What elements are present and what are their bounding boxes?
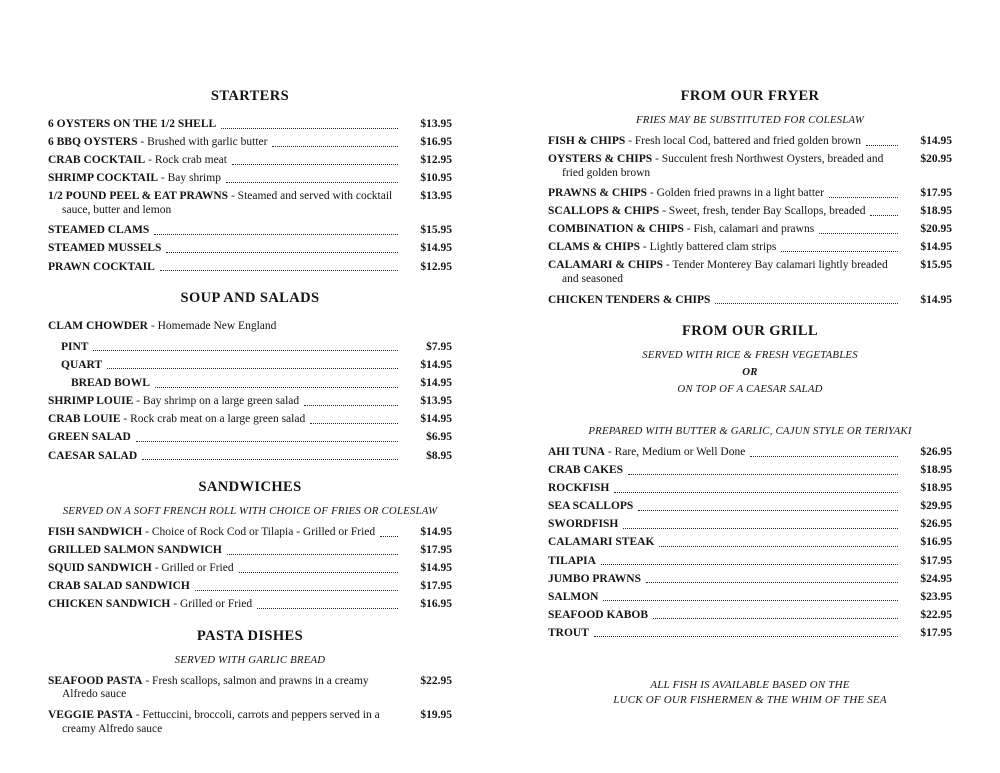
item-price: $23.95 (920, 590, 952, 603)
item-text (548, 241, 776, 255)
item-price: $24.95 (920, 572, 952, 585)
item-description: - Fresh scallops, salmon and prawns in a creamy Alfredo sauce (62, 674, 369, 701)
section-title: PASTA DISHES (196, 627, 304, 644)
item-name: FISH SANDWICH (48, 526, 143, 539)
item-price: $15.95 (920, 259, 952, 272)
item-text (48, 526, 375, 540)
item-price: $20.95 (920, 153, 952, 166)
item-price: $13.95 (420, 395, 452, 408)
item-text (548, 555, 596, 569)
item-price: $14.95 (420, 242, 452, 255)
dot-leader (659, 546, 898, 547)
item-name: 1/2 POUND PEEL & EAT PRAWNS (48, 190, 229, 203)
item-name: PRAWN COCKTAIL (48, 260, 155, 273)
item-name: SEA SCALLOPS (548, 500, 634, 513)
item-description: - Bay shrimp on a large green salad (133, 395, 300, 408)
dot-leader (750, 456, 898, 457)
item-price: $18.95 (920, 464, 952, 477)
item-text (48, 709, 408, 736)
item-price: $29.95 (920, 500, 952, 513)
item-name: SHRIMP LOUIE (48, 395, 134, 408)
item-text (48, 562, 234, 576)
item-name: CALAMARI STEAK (548, 536, 655, 549)
item-text (48, 450, 137, 464)
menu-item (48, 709, 452, 736)
item-price: $19.95 (420, 709, 452, 721)
item-text (61, 341, 88, 355)
section-subtitle: OR (742, 366, 758, 379)
item-price: $15.95 (420, 224, 452, 237)
dot-leader (166, 252, 398, 253)
item-name: QUART (61, 358, 103, 371)
dot-leader (155, 387, 398, 388)
item-price: $18.95 (920, 205, 952, 218)
dot-leader (603, 600, 898, 601)
item-description: - Succulent fresh Northwest Oysters, breaded and fried golden brown (562, 153, 884, 179)
section-title: STARTERS (210, 88, 290, 104)
menu-item (548, 205, 952, 219)
menu-item (71, 377, 452, 391)
menu-item (548, 573, 952, 587)
dot-leader (142, 459, 398, 460)
item-price: $16.95 (420, 136, 452, 149)
item-price: $6.95 (426, 431, 452, 444)
menu-column-left (48, 88, 452, 773)
dot-leader (829, 197, 898, 198)
item-price: $7.95 (426, 340, 452, 353)
menu-item (48, 172, 452, 186)
dot-leader (380, 536, 398, 537)
item-price: $17.95 (420, 544, 452, 557)
item-name: CHICKEN TENDERS & CHIPS (548, 293, 711, 306)
footer-note (548, 678, 952, 708)
section-title: FROM OUR GRILL (681, 323, 819, 340)
item-price: $17.95 (920, 626, 952, 639)
dot-leader (638, 510, 898, 511)
menu-item (48, 526, 452, 540)
item-text (548, 135, 861, 149)
item-description: - Fresh local Cod, battered and fried golden brown (625, 135, 862, 147)
dot-leader (107, 368, 398, 369)
item-text (548, 205, 865, 219)
menu-section-sandwiches (48, 479, 452, 612)
dot-leader (154, 234, 398, 235)
item-text (548, 446, 745, 460)
item-name: SEAFOOD KABOB (548, 608, 649, 621)
menu-item (548, 536, 952, 550)
item-text (548, 464, 623, 478)
item-price: $17.95 (920, 554, 952, 567)
item-price: $14.95 (420, 377, 452, 390)
item-name: SQUID SANDWICH (48, 562, 152, 575)
item-description: - Rock crab meat (145, 154, 227, 167)
item-text (48, 190, 408, 217)
item-text (71, 377, 150, 391)
item-name: SEAFOOD PASTA (48, 674, 143, 687)
item-price: $17.95 (920, 187, 952, 200)
dot-leader (614, 492, 898, 493)
menu-section-soup-and-salads (48, 290, 452, 463)
item-price: $14.95 (420, 358, 452, 371)
section-subtitle: FRIES MAY BE SUBSTITUTED FOR COLESLAW (635, 114, 865, 126)
item-description: - Fish, calamari and prawns (683, 223, 815, 236)
item-name: CLAMS & CHIPS (548, 241, 641, 254)
menu-item (48, 450, 452, 464)
dot-leader (628, 474, 898, 475)
item-text (48, 154, 227, 168)
item-name: STEAMED CLAMS (48, 224, 150, 237)
section-subtitle: SERVED ON A SOFT FRENCH ROLL WITH CHOICE OF FRIES OR COLESLAW (62, 505, 438, 518)
item-text (48, 544, 222, 558)
menu-item (548, 464, 952, 478)
item-name: PRAWNS & CHIPS (548, 187, 648, 200)
item-text (48, 242, 161, 256)
menu-item (548, 518, 952, 532)
menu-section-from-our-fryer (548, 88, 952, 307)
item-description: - Sweet, fresh, tender Bay Scallops, breaded (659, 205, 866, 218)
menu-item (548, 187, 952, 201)
item-description: - Fettuccini, broccoli, carrots and peppers served in a creamy Alfredo sauce (62, 709, 380, 735)
dot-leader (160, 270, 398, 271)
menu-item (548, 627, 952, 641)
menu-item (48, 395, 452, 409)
dot-leader (870, 215, 898, 216)
item-text (548, 500, 633, 514)
item-name: SCALLOPS & CHIPS (548, 205, 660, 218)
menu-section-starters (48, 88, 452, 274)
item-text (548, 609, 648, 623)
item-text (48, 136, 267, 150)
item-price: $18.95 (920, 482, 952, 495)
item-description: - Homemade New England (148, 320, 277, 333)
dot-leader (310, 423, 398, 424)
item-name: CAESAR SALAD (48, 449, 138, 462)
section-subtitle: SERVED WITH RICE & FRESH VEGETABLES (642, 349, 858, 362)
item-text (48, 224, 149, 238)
dot-leader (594, 636, 898, 637)
menu-item (48, 242, 452, 256)
item-name: CRAB COCKTAIL (48, 154, 146, 167)
menu-item (48, 136, 452, 150)
dot-leader (623, 528, 898, 529)
section-subtitle: PREPARED WITH BUTTER & GARLIC, CAJUN STYLE OR TERIYAKI (588, 425, 912, 438)
item-text (548, 518, 618, 532)
item-name: BREAD BOWL (71, 377, 150, 390)
dot-leader (93, 350, 398, 351)
item-description: - Rock crab meat on a large green salad (120, 413, 306, 426)
dot-leader (819, 233, 898, 234)
item-price: $10.95 (420, 172, 452, 185)
item-text (48, 413, 305, 427)
section-subtitle: ON TOP OF A CAESAR SALAD (677, 383, 823, 396)
dot-leader (601, 564, 898, 565)
menu-item (48, 320, 452, 334)
menu-section-pasta-dishes (48, 628, 452, 736)
item-text (548, 294, 710, 308)
dot-leader (221, 128, 398, 129)
item-text (48, 320, 452, 334)
menu-item (48, 261, 452, 275)
item-name: CALAMARI & CHIPS (548, 259, 663, 272)
section-subtitle: SERVED WITH GARLIC BREAD (174, 653, 326, 666)
item-description: - Grilled or Fried (170, 598, 253, 611)
item-text (48, 675, 408, 702)
footer-note-line: ALL FISH IS AVAILABLE BASED ON THE (650, 679, 850, 692)
item-description: - Bay shrimp (158, 172, 221, 185)
item-name: GRILLED SALMON SANDWICH (48, 544, 222, 557)
item-text (48, 261, 155, 275)
item-text (61, 359, 102, 373)
item-name: GREEN SALAD (48, 431, 131, 444)
dot-leader (653, 618, 898, 619)
dot-leader (195, 590, 398, 591)
dot-leader (136, 441, 398, 442)
item-description: - Rare, Medium or Well Done (604, 446, 746, 459)
item-price: $17.95 (420, 580, 452, 593)
menu-item (48, 224, 452, 238)
dot-leader (646, 582, 898, 583)
menu-item (61, 359, 452, 373)
item-name: TILAPIA (548, 554, 596, 567)
item-name: CRAB CAKES (548, 464, 624, 477)
item-price: $22.95 (420, 674, 452, 687)
dot-leader (866, 145, 898, 146)
menu-item (548, 241, 952, 255)
item-text (48, 580, 190, 594)
menu-item (48, 562, 452, 576)
item-price: $13.95 (420, 118, 452, 130)
item-name: OYSTERS & CHIPS (548, 153, 653, 166)
item-name: JUMBO PRAWNS (548, 572, 641, 585)
item-name: 6 OYSTERS ON THE 1/2 SHELL (48, 118, 217, 130)
item-price: $26.95 (920, 518, 952, 531)
menu-item (48, 675, 452, 702)
item-text (548, 627, 589, 641)
item-text (48, 172, 221, 186)
dot-leader (304, 405, 398, 406)
item-price: $8.95 (426, 449, 452, 462)
dot-leader (226, 182, 398, 183)
menu-item (548, 500, 952, 514)
item-price: $14.95 (420, 526, 452, 539)
menu-item (48, 598, 452, 612)
menu-column-right (548, 88, 952, 773)
item-price: $14.95 (420, 413, 452, 426)
item-description: - Lightly battered clam strips (640, 241, 777, 254)
dot-leader (715, 303, 898, 304)
menu-item (548, 223, 952, 237)
menu-item (48, 580, 452, 594)
item-price: $16.95 (420, 598, 452, 611)
dot-leader (781, 251, 898, 252)
menu-item (548, 259, 952, 286)
item-name: FISH & CHIPS (548, 135, 626, 147)
item-text (48, 431, 131, 445)
item-text (548, 536, 654, 550)
item-price: $20.95 (920, 223, 952, 236)
item-text (48, 598, 252, 612)
item-name: SWORDFISH (548, 518, 619, 531)
item-text (48, 395, 299, 409)
item-price: $22.95 (920, 608, 952, 621)
section-title: FROM OUR FRYER (680, 88, 820, 104)
menu-item (548, 591, 952, 605)
item-name: VEGGIE PASTA (48, 709, 133, 721)
item-text (548, 482, 609, 496)
item-description: - Tender Monterey Bay calamari lightly breaded and seasoned (562, 259, 888, 285)
menu-item (48, 154, 452, 168)
menu-item (48, 413, 452, 427)
item-price: $13.95 (420, 190, 452, 203)
item-text (548, 573, 641, 587)
item-price: $14.95 (920, 135, 952, 147)
item-name: CLAM CHOWDER (48, 320, 148, 333)
item-price: $12.95 (420, 260, 452, 273)
menu-item (48, 544, 452, 558)
item-text (548, 591, 598, 605)
item-name: TROUT (548, 626, 589, 639)
item-name: CHICKEN SANDWICH (48, 598, 171, 611)
item-name: CRAB SALAD SANDWICH (48, 580, 190, 593)
item-price: $14.95 (920, 293, 952, 306)
item-description: - Brushed with garlic butter (137, 136, 268, 149)
item-name: COMBINATION & CHIPS (548, 223, 684, 236)
menu-item (61, 341, 452, 355)
section-title: SANDWICHES (198, 479, 302, 496)
item-description: - Choice of Rock Cod or Tilapia - Grilled or Fried (142, 526, 376, 539)
item-name: SHRIMP COCKTAIL (48, 172, 159, 185)
dot-leader (239, 572, 398, 573)
item-text (548, 187, 824, 201)
item-text (548, 153, 908, 180)
item-description: - Steamed and served with cocktail sauce, butter and lemon (62, 190, 393, 216)
item-name: SALMON (548, 590, 599, 603)
item-name: STEAMED MUSSELS (48, 242, 162, 255)
menu-section-from-our-grill (548, 323, 952, 640)
item-price: $14.95 (920, 241, 952, 254)
section-title: SOUP AND SALADS (180, 290, 320, 307)
item-text (548, 259, 908, 286)
menu-item (548, 446, 952, 460)
menu-item (548, 135, 952, 149)
dot-leader (272, 146, 398, 147)
menu-item (48, 118, 452, 132)
menu-item (548, 294, 952, 308)
menu-item (548, 555, 952, 569)
menu-item (48, 431, 452, 445)
item-name: AHI TUNA (548, 446, 605, 459)
item-name: PINT (61, 340, 89, 353)
dot-leader (257, 608, 398, 609)
item-price: $26.95 (920, 446, 952, 459)
item-description: - Golden fried prawns in a light batter (647, 187, 824, 200)
item-description: - Grilled or Fried (151, 562, 234, 575)
item-text (548, 223, 814, 237)
item-text (48, 118, 216, 132)
menu-item (548, 609, 952, 623)
menu-item (48, 190, 452, 217)
item-price: $12.95 (420, 154, 452, 167)
dot-leader (232, 164, 398, 165)
footer-note-line: LUCK OF OUR FISHERMEN & THE WHIM OF THE SEA (613, 694, 887, 707)
item-price: $14.95 (420, 562, 452, 575)
item-name: ROCKFISH (548, 482, 610, 495)
item-name: 6 BBQ OYSTERS (48, 136, 138, 149)
item-price: $16.95 (920, 536, 952, 549)
item-name: CRAB LOUIE (48, 413, 121, 426)
menu-item (548, 153, 952, 180)
dot-leader (227, 554, 398, 555)
menu-item (548, 482, 952, 496)
